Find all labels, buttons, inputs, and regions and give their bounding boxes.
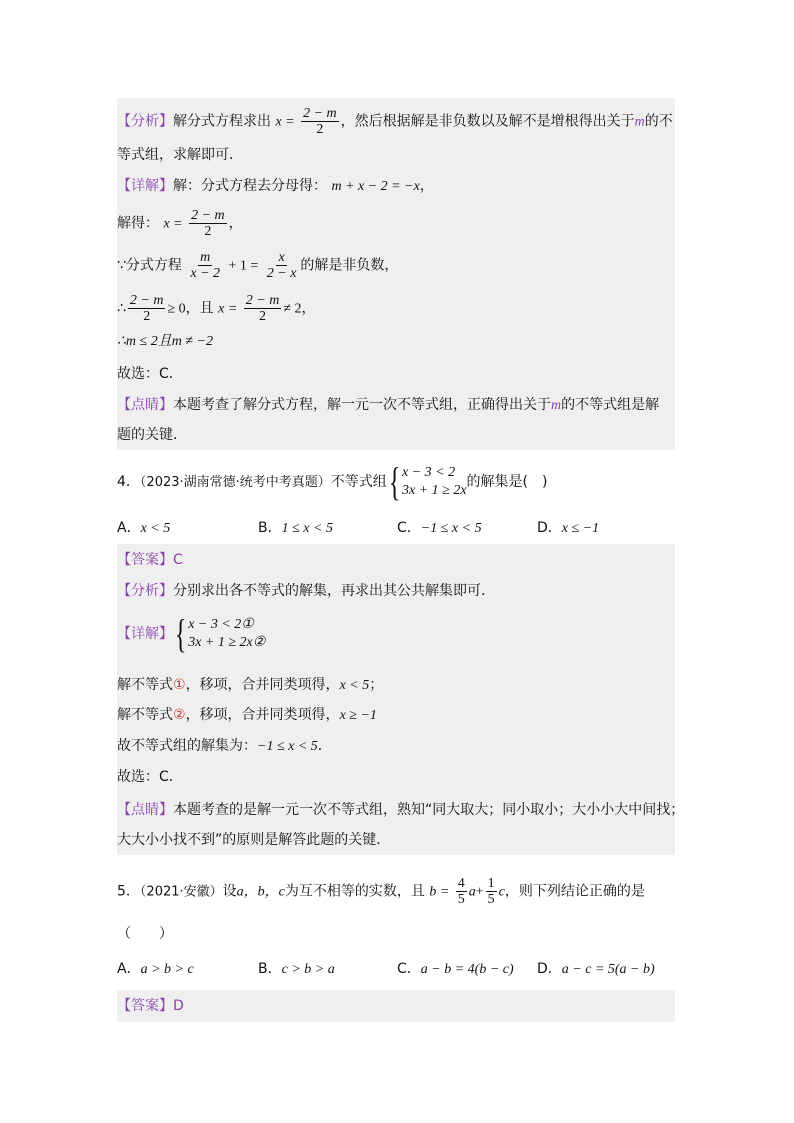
fraction: $\frac{1}{5}$ xyxy=(487,876,495,907)
fraction: $\frac{4}{5}$ xyxy=(457,876,465,907)
q4-step-2: 解不等式②，移项，合并同类项得，x ≥ −1 xyxy=(117,707,377,723)
question-source: （2023·湖南常德·统考中考真题） xyxy=(139,475,331,490)
fraction: $\frac{m}{x - 2}$ xyxy=(190,250,221,281)
analysis-tag: 【分析】 xyxy=(117,113,173,130)
detail-tag: 【详解】 xyxy=(117,178,173,194)
detail-line-1: 【详解】解：分式方程去分母得： m + x − 2 = −x， xyxy=(117,178,434,194)
q4-option-a[interactable]: A．x < 5 xyxy=(117,520,171,536)
fraction: $\frac{2 - m}{2}$ xyxy=(303,106,337,137)
question-4-stem: 4．（2023·湖南常德·统考中考真题）不等式组{ x − 3 < 2 3x + 1 ≥ 2x 的解集是( ) xyxy=(117,459,548,504)
q4-step-1: 解不等式①，移项，合并同类项得，x < 5； xyxy=(117,677,384,693)
q5-option-a[interactable]: A．a > b > c xyxy=(117,961,194,977)
q4-comment-1: 【点睛】本题考查的是解一元一次不等式组，熟知“同大取大；同小取小；大小小大中间找； xyxy=(117,802,685,818)
detail-choose: 故选：C． xyxy=(117,366,183,382)
brace-icon: { xyxy=(174,611,187,656)
detail-line-2: 解得： x = $\frac{2 - m}{2}$ ， xyxy=(117,208,243,239)
q4-option-d[interactable]: D．x ≤ −1 xyxy=(537,520,600,536)
q4-answer xyxy=(117,550,183,570)
analysis-line-1: 【分析】解分式方程求出 x = $\frac{2 - m}{2}$ ，然后根据解是非负数以及解不是增根得出关于m的不 xyxy=(117,106,673,137)
q4-choose: 故选：C． xyxy=(117,769,183,785)
fraction: $\frac{2 - m}{2}$ xyxy=(129,293,164,324)
question-source: （2021·安徽） xyxy=(139,884,223,900)
q4-option-c[interactable]: C．−1 ≤ x < 5 xyxy=(397,520,482,536)
brace-icon: { xyxy=(388,459,401,504)
comment-tag: 【点睛】 xyxy=(117,397,173,413)
q5-answer: 【答案】D xyxy=(117,998,184,1014)
fraction: $\frac{x}{2 - x}$ xyxy=(266,250,297,281)
q4-option-b[interactable]: B．1 ≤ x < 5 xyxy=(258,520,333,536)
detail-line-3: ∵分式方程 $\frac{m}{x - 2}$ + 1 = $\frac{x}{2 - x}$ 的解是非负数， xyxy=(117,250,399,281)
fraction: $\frac{2 - m}{2}$ xyxy=(245,293,280,324)
q5-option-b[interactable]: B．c > b > a xyxy=(258,961,335,977)
q4-conclusion: 故不等式组的解集为：−1 ≤ x < 5． xyxy=(117,738,332,754)
answer-block-5 xyxy=(117,990,675,1022)
question-5-stem: 5．（2021·安徽）设a，b，c为互不相等的实数，且 b = $\frac{4}{5}$ a+ $\frac{1}{5}$ c，则下列结论正确的是 xyxy=(117,876,645,907)
analysis-line-2: 等式组，求解即可． xyxy=(117,147,243,163)
fraction: $\frac{2 - m}{2}$ xyxy=(191,208,225,239)
detail-result: ∴m ≤ 2且m ≠ −2 xyxy=(117,334,213,349)
q4-comment-2: 大大小小找不到”的原则是解答此题的关键． xyxy=(117,832,391,848)
detail-line-4: ∴ $\frac{2 - m}{2}$ ≥ 0，且 x = $\frac{2 - m}{2}$ ≠ 2， xyxy=(117,293,316,324)
q5-paren: （ ） xyxy=(117,926,173,942)
comment-line-2: 题的关键． xyxy=(117,427,187,443)
answer-tag: 【答案】 xyxy=(117,552,173,568)
answer-value: C xyxy=(173,552,183,568)
q4-analysis: 【分析】分别求出各不等式的解集，再求出其公共解集即可． xyxy=(117,583,495,599)
q5-option-d[interactable]: D．a − c = 5(a − b) xyxy=(537,961,655,977)
inequality-system: x − 3 < 2① 3x + 1 ≥ 2x② xyxy=(188,617,266,650)
inequality-system: x − 3 < 2 3x + 1 ≥ 2x xyxy=(401,465,467,498)
comment-line-1: 【点睛】本题考查了解分式方程，解一元一次不等式组，正确得出关于m的不等式组是解 xyxy=(117,397,660,413)
q4-detail-system: 【详解】{ x − 3 < 2① 3x + 1 ≥ 2x② xyxy=(117,611,266,656)
q5-option-c[interactable]: C．a − b = 4(b − c) xyxy=(397,961,514,977)
